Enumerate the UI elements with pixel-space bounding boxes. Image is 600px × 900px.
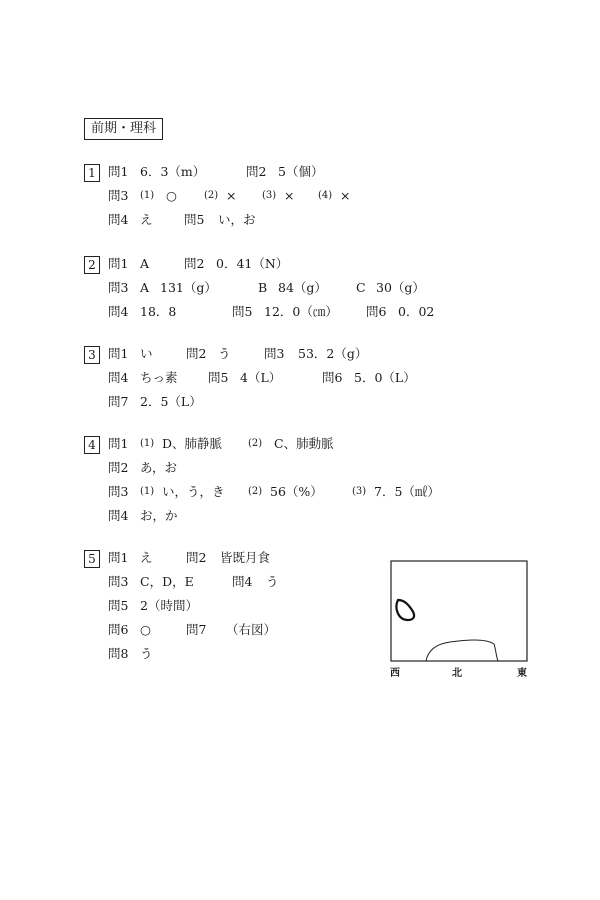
q3-5-label: 問5 xyxy=(208,370,229,385)
question-number-4: 4 xyxy=(84,436,100,454)
q1-3-sub3-label: (3) xyxy=(262,190,277,201)
q5-7-label: 問7 xyxy=(186,622,207,637)
q4-3-sub1-label: (1) xyxy=(140,486,155,497)
q2-4-answer: 18．8 xyxy=(140,304,177,319)
q3-3-answer: 53．2（g） xyxy=(298,346,368,361)
q1-3-sub2-answer: × xyxy=(226,188,237,203)
q3-2-answer: う xyxy=(218,346,231,361)
q4-3-sub3-answer: 7．5（㎖） xyxy=(374,484,440,499)
q5-8-label: 問8 xyxy=(108,646,129,661)
q5-4-label: 問4 xyxy=(232,574,253,589)
q2-5-label: 問5 xyxy=(232,304,253,319)
q2-4-label: 問4 xyxy=(108,304,129,319)
q4-3-label: 問3 xyxy=(108,484,129,499)
q4-2-label: 問2 xyxy=(108,460,129,475)
q2-6-answer: 0．02 xyxy=(398,304,435,319)
q3-2-label: 問2 xyxy=(186,346,207,361)
q1-4-answer: え xyxy=(140,212,153,227)
q1-1-label: 問1 xyxy=(108,164,129,179)
q1-5-answer: い，お xyxy=(218,212,256,227)
question-number-3: 3 xyxy=(84,346,100,364)
q2-3-sub-c-answer: 30（g） xyxy=(376,280,425,295)
q1-3-sub1-answer: ○ xyxy=(166,188,177,203)
q2-6-label: 問6 xyxy=(366,304,387,319)
direction-north: 北 xyxy=(452,668,462,679)
q4-1-sub1-answer: D、肺静脈 xyxy=(162,436,223,451)
q4-3-sub1-answer: い，う，き xyxy=(162,484,225,499)
q5-2-answer: 皆既月食 xyxy=(220,550,271,565)
q1-3-sub1-label: (1) xyxy=(140,190,155,201)
q5-1-label: 問1 xyxy=(108,550,129,565)
q4-3-sub3-label: (3) xyxy=(352,486,367,497)
q3-4-label: 問4 xyxy=(108,370,129,385)
q1-3-sub3-answer: × xyxy=(284,188,295,203)
q2-2-label: 問2 xyxy=(184,256,205,271)
q4-1-sub2-label: (2) xyxy=(248,438,263,449)
question-number-5: 5 xyxy=(84,550,100,568)
question-number-2: 2 xyxy=(84,256,100,274)
q4-4-label: 問4 xyxy=(108,508,129,523)
q3-7-label: 問7 xyxy=(108,394,129,409)
q2-3-label: 問3 xyxy=(108,280,129,295)
q5-6-label: 問6 xyxy=(108,622,129,637)
q4-4-answer: お，か xyxy=(140,508,178,523)
q5-1-answer: え xyxy=(140,550,153,565)
q1-2-label: 問2 xyxy=(246,164,267,179)
q2-3-sub-b-label: B xyxy=(258,280,268,295)
q2-2-answer: 0．41（N） xyxy=(216,256,289,271)
q5-4-answer: う xyxy=(266,574,279,589)
question-number-1: 1 xyxy=(84,164,100,182)
q2-1-label: 問1 xyxy=(108,256,129,271)
q1-5-label: 問5 xyxy=(184,212,205,227)
q5-2-label: 問2 xyxy=(186,550,207,565)
q3-3-label: 問3 xyxy=(264,346,285,361)
q1-3-label: 問3 xyxy=(108,188,129,203)
q4-3-sub2-answer: 56（%） xyxy=(270,484,323,499)
q5-6-answer: ○ xyxy=(140,622,151,637)
q5-3-answer: C，D，E xyxy=(140,574,194,589)
q2-3-sub-a-answer: 131（g） xyxy=(160,280,217,295)
q2-5-answer: 12．0（㎝） xyxy=(264,304,338,319)
q3-6-label: 問6 xyxy=(322,370,343,385)
q1-1-answer: 6．3（m） xyxy=(140,164,206,179)
q5-3-label: 問3 xyxy=(108,574,129,589)
q3-4-answer: ちっ素 xyxy=(140,370,178,385)
q1-3-sub4-answer: × xyxy=(340,188,351,203)
page-title: 前期・理科 xyxy=(84,118,163,140)
q4-2-answer: あ，お xyxy=(140,460,178,475)
direction-west: 西 xyxy=(390,668,400,679)
q5-8-answer: う xyxy=(140,646,153,661)
direction-east: 東 xyxy=(517,668,527,679)
q1-3-sub2-label: (2) xyxy=(204,190,219,201)
q3-5-answer: 4（L） xyxy=(240,370,282,385)
q2-3-sub-b-answer: 84（g） xyxy=(278,280,327,295)
q5-7-answer: （右図） xyxy=(226,622,277,637)
q4-1-sub1-label: (1) xyxy=(140,438,155,449)
q5-5-label: 問5 xyxy=(108,598,129,613)
q3-6-answer: 5．0（L） xyxy=(354,370,416,385)
q1-3-sub4-label: (4) xyxy=(318,190,333,201)
sky-diagram xyxy=(390,560,530,688)
q3-1-label: 問1 xyxy=(108,346,129,361)
q4-1-label: 問1 xyxy=(108,436,129,451)
q3-7-answer: 2．5（L） xyxy=(140,394,202,409)
q3-1-answer: い xyxy=(140,346,153,361)
q2-3-sub-a-label: A xyxy=(140,280,150,295)
q2-3-sub-c-label: C xyxy=(356,280,366,295)
q4-3-sub2-label: (2) xyxy=(248,486,263,497)
q1-4-label: 問4 xyxy=(108,212,129,227)
q5-5-answer: 2（時間） xyxy=(140,598,198,613)
q1-2-answer: 5（個） xyxy=(278,164,324,179)
q2-1-answer: A xyxy=(140,256,150,271)
q4-1-sub2-answer: C、肺動脈 xyxy=(274,436,334,451)
